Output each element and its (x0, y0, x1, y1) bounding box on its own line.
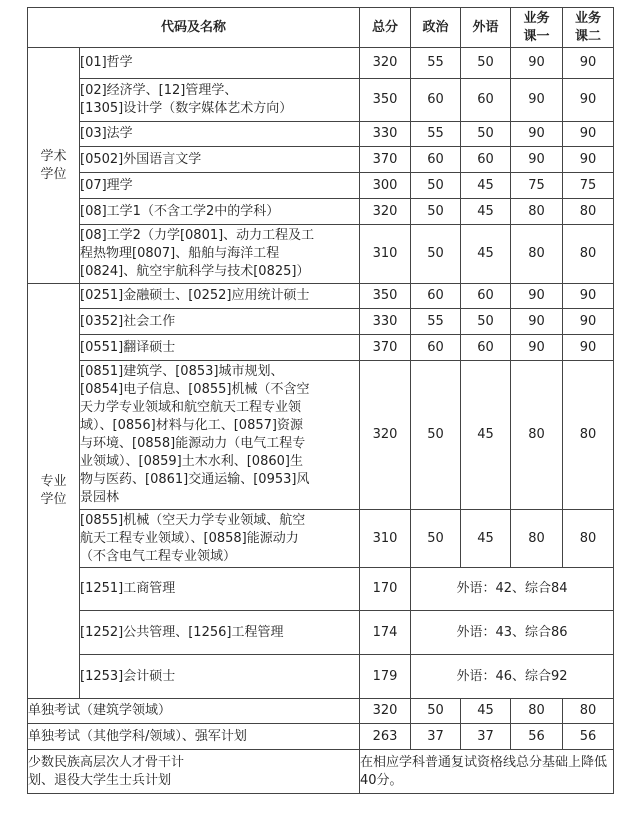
header-code-name: 代码及名称 (28, 8, 360, 48)
foreign-score: 60 (461, 79, 511, 122)
table-row (28, 284, 614, 309)
table-row (28, 147, 614, 173)
course1-score: 75 (511, 173, 563, 199)
table-row (28, 335, 614, 361)
politics-score: 60 (411, 335, 461, 361)
foreign-score: 45 (461, 361, 511, 510)
total-score: 320 (360, 48, 411, 79)
program-name-line: 与环境、[0858]能源动力（电气工程专 (80, 436, 306, 451)
subject-score-note: 外语：46、综合92 (411, 655, 614, 699)
politics-score: 60 (411, 284, 461, 309)
course1-score: 80 (511, 199, 563, 225)
course1-score: 80 (511, 699, 563, 724)
program-name (80, 147, 360, 173)
program-name (80, 309, 360, 335)
program-name-line: [08]工学2（力学[0801]、动力工程及工 (80, 228, 315, 243)
politics-score: 50 (411, 225, 461, 284)
header-foreign: 外语 (461, 8, 511, 48)
program-name-line: [01]哲学 (80, 55, 133, 70)
table-row (28, 122, 614, 147)
foreign-score: 60 (461, 335, 511, 361)
program-name-line: 域）、[0856]材料与化工、[0857]资源 (80, 418, 303, 433)
total-score: 370 (360, 147, 411, 173)
course2-score: 56 (563, 724, 614, 750)
foreign-score: 50 (461, 122, 511, 147)
header-course1-line2: 课一 (523, 28, 550, 44)
politics-score: 55 (411, 48, 461, 79)
program-name: [1252]公共管理、[1256]工程管理 (80, 611, 360, 655)
program-name-line: [07]理学 (80, 177, 133, 193)
program-name-line: [08]工学1（不含工学2中的学科） (80, 203, 280, 219)
course1-score: 56 (511, 724, 563, 750)
course2-score: 90 (563, 122, 614, 147)
special-plan-line: 少数民族高层次人才骨干计 (28, 754, 185, 770)
course2-score: 90 (563, 309, 614, 335)
politics-score: 50 (411, 199, 461, 225)
program-name (80, 48, 360, 79)
program-name (80, 225, 360, 284)
program-name-line: [0854]电子信息、[0855]机械（不含空 (80, 382, 310, 397)
total-score: 263 (360, 724, 411, 750)
category-academic (28, 48, 80, 284)
program-name-line: [02]经济学、[12]管理学、 (80, 83, 238, 98)
course2-score: 80 (563, 361, 614, 510)
header-total: 总分 (360, 8, 411, 48)
course1-score: 80 (511, 361, 563, 510)
course1-score: 90 (511, 335, 563, 361)
total-score: 320 (360, 361, 411, 510)
politics-score: 55 (411, 309, 461, 335)
category-professional (28, 284, 80, 699)
course2-score: 90 (563, 79, 614, 122)
total-score: 350 (360, 284, 411, 309)
course2-score: 90 (563, 335, 614, 361)
special-plan-name (28, 750, 360, 794)
program-name-line: 物与医药、[0861]交通运输、[0953]风 (80, 472, 310, 487)
program-name-line: [1305]设计学（数字媒体艺术方向） (80, 101, 293, 116)
table-row (28, 611, 614, 655)
category-professional-line: 学位 (40, 492, 67, 507)
program-name-line: （不含电气工程专业领域） (80, 548, 237, 564)
program-name-line: [0855]机械（空天力学专业领域、航空 (80, 512, 306, 528)
program-name (80, 122, 360, 147)
subject-score-note: 外语：42、综合84 (411, 568, 614, 611)
program-name-line: [0352]社会工作 (80, 313, 176, 329)
course2-score: 90 (563, 48, 614, 79)
header-politics: 政治 (411, 8, 461, 48)
course1-score: 80 (511, 510, 563, 568)
score-table-container (27, 7, 613, 794)
course2-score: 80 (563, 199, 614, 225)
program-name (80, 199, 360, 225)
course2-score: 90 (563, 147, 614, 173)
table-row (28, 309, 614, 335)
politics-score: 37 (411, 724, 461, 750)
total-score: 174 (360, 611, 411, 655)
table-row (28, 48, 614, 79)
total-score: 370 (360, 335, 411, 361)
program-name-line: 程热物理[0807]、船舶与海洋工程 (80, 246, 280, 261)
politics-score: 50 (411, 173, 461, 199)
course2-score: 80 (563, 225, 614, 284)
table-row (28, 699, 614, 724)
table-row (28, 655, 614, 699)
course1-score: 90 (511, 48, 563, 79)
program-name-line: [0851]建筑学、[0853]城市规划、 (80, 364, 284, 379)
program-name-line: [0502]外国语言文学 (80, 151, 202, 167)
foreign-score: 45 (461, 225, 511, 284)
program-name-line: 天力学专业领域和航空航天工程专业领 (80, 400, 302, 415)
course1-score: 90 (511, 147, 563, 173)
table-row (28, 568, 614, 611)
total-score: 300 (360, 173, 411, 199)
header-course2-line2: 课二 (575, 28, 602, 44)
total-score: 170 (360, 568, 411, 611)
program-name-line: 航天工程专业领域）、[0858]能源动力 (80, 530, 299, 546)
category-academic-line: 学位 (40, 166, 67, 182)
table-row (28, 79, 614, 122)
total-score: 320 (360, 699, 411, 724)
foreign-score: 45 (461, 199, 511, 225)
program-name: [1253]会计硕士 (80, 655, 360, 699)
header-course1 (511, 8, 563, 48)
politics-score: 50 (411, 510, 461, 568)
program-name-line: 业领域）、[0859]土木水利、[0860]生 (80, 454, 303, 469)
total-score: 330 (360, 122, 411, 147)
total-score: 320 (360, 199, 411, 225)
course1-score: 80 (511, 225, 563, 284)
special-plan-line: 划、退役大学生士兵计划 (28, 772, 172, 788)
politics-score: 60 (411, 147, 461, 173)
foreign-score: 37 (461, 724, 511, 750)
course1-score: 90 (511, 79, 563, 122)
program-name (80, 173, 360, 199)
course2-score: 75 (563, 173, 614, 199)
program-name (80, 361, 360, 510)
header-course1-line1: 业务 (523, 10, 550, 26)
table-row (28, 724, 614, 750)
foreign-score: 50 (461, 309, 511, 335)
total-score: 330 (360, 309, 411, 335)
program-name (80, 284, 360, 309)
total-score: 179 (360, 655, 411, 699)
total-score: 310 (360, 510, 411, 568)
course1-score: 90 (511, 122, 563, 147)
politics-score: 50 (411, 361, 461, 510)
special-exam-name: 单独考试（建筑学领域） (28, 699, 360, 724)
politics-score: 55 (411, 122, 461, 147)
special-exam-name: 单独考试（其他学科/领域）、强军计划 (28, 724, 360, 750)
category-academic-line: 学术 (40, 148, 67, 164)
program-name (80, 335, 360, 361)
foreign-score: 45 (461, 173, 511, 199)
table-row (28, 173, 614, 199)
program-name-line: [0251]金融硕士、[0252]应用统计硕士 (80, 288, 310, 303)
subject-score-note: 外语：43、综合86 (411, 611, 614, 655)
foreign-score: 60 (461, 284, 511, 309)
table-row (28, 199, 614, 225)
foreign-score: 45 (461, 510, 511, 568)
program-name-line: [0824]、航空宇航科学与技术[0825]） (80, 264, 310, 279)
course1-score: 90 (511, 309, 563, 335)
course2-score: 80 (563, 699, 614, 724)
table-row (28, 510, 614, 568)
program-name-line: 景园林 (80, 490, 120, 505)
program-name: [1251]工商管理 (80, 568, 360, 611)
program-name-line: [0551]翻译硕士 (80, 339, 176, 355)
course1-score: 90 (511, 284, 563, 309)
footer-row (28, 750, 614, 794)
total-score: 350 (360, 79, 411, 122)
course2-score: 90 (563, 284, 614, 309)
politics-score: 50 (411, 699, 461, 724)
foreign-score: 50 (461, 48, 511, 79)
header-course2-line1: 业务 (575, 10, 602, 26)
total-score: 310 (360, 225, 411, 284)
foreign-score: 45 (461, 699, 511, 724)
header-row (28, 8, 614, 48)
table-row (28, 361, 614, 510)
special-plan-rule: 在相应学科普通复试资格线总分基础上降低40分。 (360, 750, 614, 794)
course2-score: 80 (563, 510, 614, 568)
header-course2 (563, 8, 614, 48)
table-row (28, 225, 614, 284)
program-name (80, 79, 360, 122)
score-line-table (27, 7, 614, 794)
program-name (80, 510, 360, 568)
foreign-score: 60 (461, 147, 511, 173)
program-name-line: [03]法学 (80, 126, 133, 141)
politics-score: 60 (411, 79, 461, 122)
category-professional-line: 专业 (40, 474, 67, 489)
